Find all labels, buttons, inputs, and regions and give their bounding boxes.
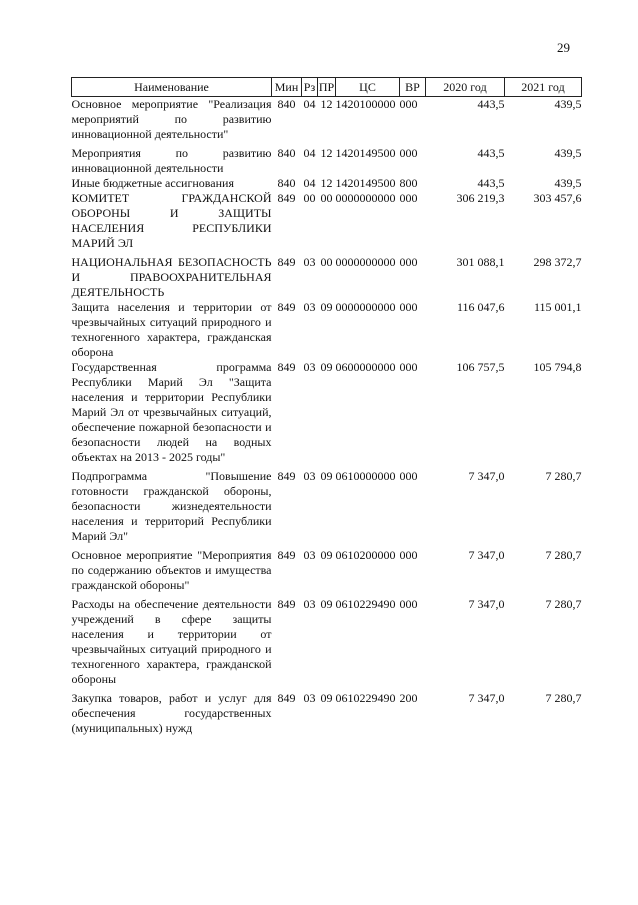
row-cs: 1420149500 — [335, 176, 396, 190]
row-min: 840 — [277, 176, 296, 190]
row-rz: 03 — [303, 255, 316, 269]
row-rz: 03 — [303, 360, 316, 374]
row-rz: 00 — [303, 191, 316, 205]
row-min: 849 — [277, 691, 296, 705]
row-name: Основное мероприятие "Мероприятия по содержанию объектов и имущества гражданской обороны" — [71, 548, 272, 592]
row-vr: 000 — [399, 97, 418, 111]
row-cs: 0610000000 — [335, 469, 396, 483]
table-row — [72, 97, 582, 147]
row-2020: 106 757,5 — [456, 360, 505, 374]
row-2021: 439,5 — [554, 97, 582, 111]
row-pr: 12 — [320, 97, 333, 111]
row-pr: 12 — [320, 146, 333, 160]
row-name: Основное мероприятие "Реализация мероприятий по развитию инновационной деятельности" — [71, 97, 272, 141]
row-cs: 0610200000 — [335, 548, 396, 562]
table-header-row — [72, 78, 582, 97]
row-vr: 000 — [399, 255, 418, 269]
row-vr: 000 — [399, 191, 418, 205]
row-vr: 000 — [399, 597, 418, 611]
row-rz: 03 — [303, 548, 316, 562]
row-cs: 0000000000 — [335, 300, 396, 314]
row-rz: 04 — [303, 97, 316, 111]
row-name: Мероприятия по развитию инновационной деятельности — [71, 146, 272, 175]
row-2020: 7 347,0 — [468, 597, 505, 611]
row-cs: 0000000000 — [335, 191, 396, 205]
row-min: 840 — [277, 97, 296, 111]
row-2020: 116 047,6 — [456, 300, 505, 314]
table-row — [72, 255, 582, 300]
row-pr: 12 — [320, 176, 333, 190]
row-name: Подпрограмма "Повышение готовности гражданской обороны, безопасности жизнедеятельности населения и территорий Республики Марий Эл" — [71, 469, 272, 543]
row-2020: 443,5 — [477, 97, 505, 111]
row-rz: 03 — [303, 300, 316, 314]
table-row — [72, 176, 582, 191]
row-rz: 04 — [303, 176, 316, 190]
row-2021: 7 280,7 — [545, 597, 582, 611]
row-min: 849 — [277, 548, 296, 562]
row-2021: 439,5 — [554, 146, 582, 160]
row-pr: 09 — [320, 360, 333, 374]
row-2020: 301 088,1 — [456, 255, 505, 269]
row-2021: 7 280,7 — [545, 691, 582, 705]
row-rz: 04 — [303, 146, 316, 160]
table-row — [72, 300, 582, 360]
row-min: 849 — [277, 255, 296, 269]
row-vr: 800 — [399, 176, 418, 190]
row-2021: 298 372,7 — [533, 255, 582, 269]
row-2020: 7 347,0 — [468, 691, 505, 705]
row-2021: 7 280,7 — [545, 469, 582, 483]
row-rz: 03 — [303, 469, 316, 483]
row-2020: 306 219,3 — [456, 191, 505, 205]
row-pr: 09 — [320, 469, 333, 483]
header-min: Мин — [272, 78, 302, 97]
row-vr: 000 — [399, 469, 418, 483]
row-2021: 303 457,6 — [533, 191, 582, 205]
row-2020: 443,5 — [477, 176, 505, 190]
row-vr: 000 — [399, 548, 418, 562]
row-name: Иные бюджетные ассигнования — [71, 176, 234, 190]
row-cs: 0600000000 — [335, 360, 396, 374]
row-pr: 00 — [320, 255, 333, 269]
row-vr: 000 — [399, 300, 418, 314]
row-min: 849 — [277, 300, 296, 314]
row-rz: 03 — [303, 597, 316, 611]
row-cs: 0610229490 — [335, 691, 396, 705]
table-row — [72, 597, 582, 691]
row-min: 849 — [277, 191, 296, 205]
row-name: Защита населения и территории от чрезвычайных ситуаций природного и техногенного характера, гражданская оборона — [71, 300, 272, 359]
header-name: Наименование — [72, 78, 272, 97]
page-number: 29 — [557, 40, 570, 55]
row-2021: 105 794,8 — [533, 360, 582, 374]
row-pr: 00 — [320, 191, 333, 205]
row-2021: 439,5 — [554, 176, 582, 190]
row-cs: 1420149500 — [335, 146, 396, 160]
row-vr: 000 — [399, 146, 418, 160]
row-pr: 09 — [320, 300, 333, 314]
table-row — [72, 469, 582, 548]
table-row — [72, 146, 582, 176]
table-row — [72, 191, 582, 255]
row-2020: 7 347,0 — [468, 548, 505, 562]
header-2021: 2021 год — [505, 78, 582, 97]
table-row — [72, 691, 582, 740]
header-vr: ВР — [400, 78, 426, 97]
header-pr: ПР — [318, 78, 336, 97]
row-name: Государственная программа Республики Марий Эл "Защита населения и территории Республики Марий Эл от чрезвычайных ситуаций, обеспечение пожарной безопасности и безопасности людей на водных объектах на 2013 - 2025 годы" — [71, 360, 272, 464]
row-2020: 443,5 — [477, 146, 505, 160]
row-pr: 09 — [320, 548, 333, 562]
row-pr: 09 — [320, 691, 333, 705]
row-cs: 1420100000 — [335, 97, 396, 111]
budget-table — [71, 77, 582, 740]
row-2020: 7 347,0 — [468, 469, 505, 483]
row-name: Закупка товаров, работ и услуг для обеспечения государственных (муниципальных) нужд — [71, 691, 272, 735]
header-2020: 2020 год — [426, 78, 505, 97]
row-2021: 7 280,7 — [545, 548, 582, 562]
row-name: НАЦИОНАЛЬНАЯ БЕЗОПАСНОСТЬ И ПРАВООХРАНИТЕЛЬНАЯ ДЕЯТЕЛЬНОСТЬ — [71, 255, 272, 299]
row-cs: 0000000000 — [335, 255, 396, 269]
table-row — [72, 548, 582, 597]
row-min: 849 — [277, 360, 296, 374]
row-vr: 200 — [399, 691, 418, 705]
row-name: Расходы на обеспечение деятельности учреждений в сфере защиты населения и территории от чрезвычайных ситуаций природного и техногенного характера, гражданской обороны — [71, 597, 272, 686]
row-pr: 09 — [320, 597, 333, 611]
row-min: 840 — [277, 146, 296, 160]
row-vr: 000 — [399, 360, 418, 374]
row-min: 849 — [277, 469, 296, 483]
header-cs: ЦС — [336, 78, 400, 97]
row-2021: 115 001,1 — [533, 300, 582, 314]
header-rz: Рз — [302, 78, 318, 97]
table-row — [72, 360, 582, 469]
row-name: КОМИТЕТ ГРАЖДАНСКОЙ ОБОРОНЫ И ЗАЩИТЫ НАСЕЛЕНИЯ РЕСПУБЛИКИ МАРИЙ ЭЛ — [71, 191, 272, 250]
row-rz: 03 — [303, 691, 316, 705]
row-cs: 0610229490 — [335, 597, 396, 611]
row-min: 849 — [277, 597, 296, 611]
